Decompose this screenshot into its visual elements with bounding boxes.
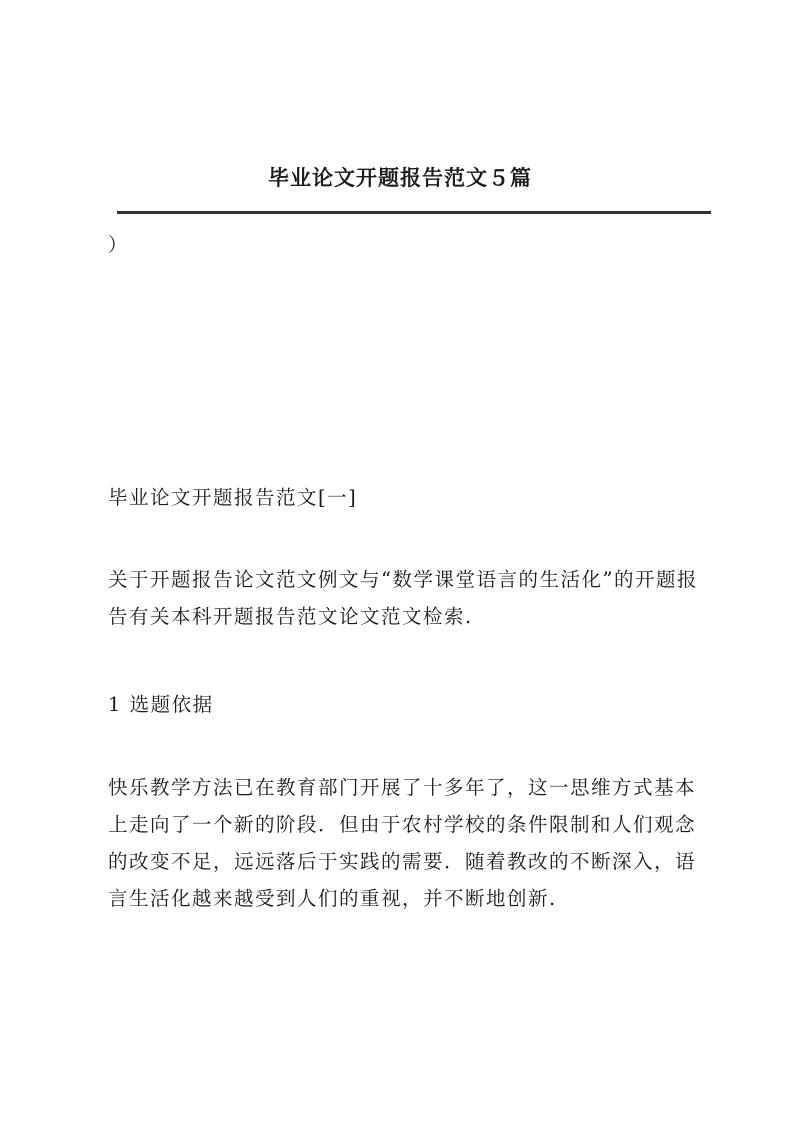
subheading: 1 选题依据 [108,693,214,716]
intro-paragraph: 关于开题报告论文范文例文与“数学课堂语言的生活化”的开题报告有关本科开题报告范文论文范文检索. [108,568,698,628]
section-heading: 毕业论文开题报告范文[一] [108,486,358,509]
document-title: 毕业论文开题报告范文５篇 [268,165,532,190]
header-divider [117,211,711,214]
stray-mark: ） [108,234,128,256]
main-paragraph: 快乐教学方法已在教育部门开展了十多年了，这一思维方式基本上走向了一个新的阶段．但由于农村学校的条件限制和人们观念的改变不足，远远落后于实践的需要．随着教改的不断深入，语言生活化越来越受到人们的重视，并不断地创新. [108,776,697,910]
